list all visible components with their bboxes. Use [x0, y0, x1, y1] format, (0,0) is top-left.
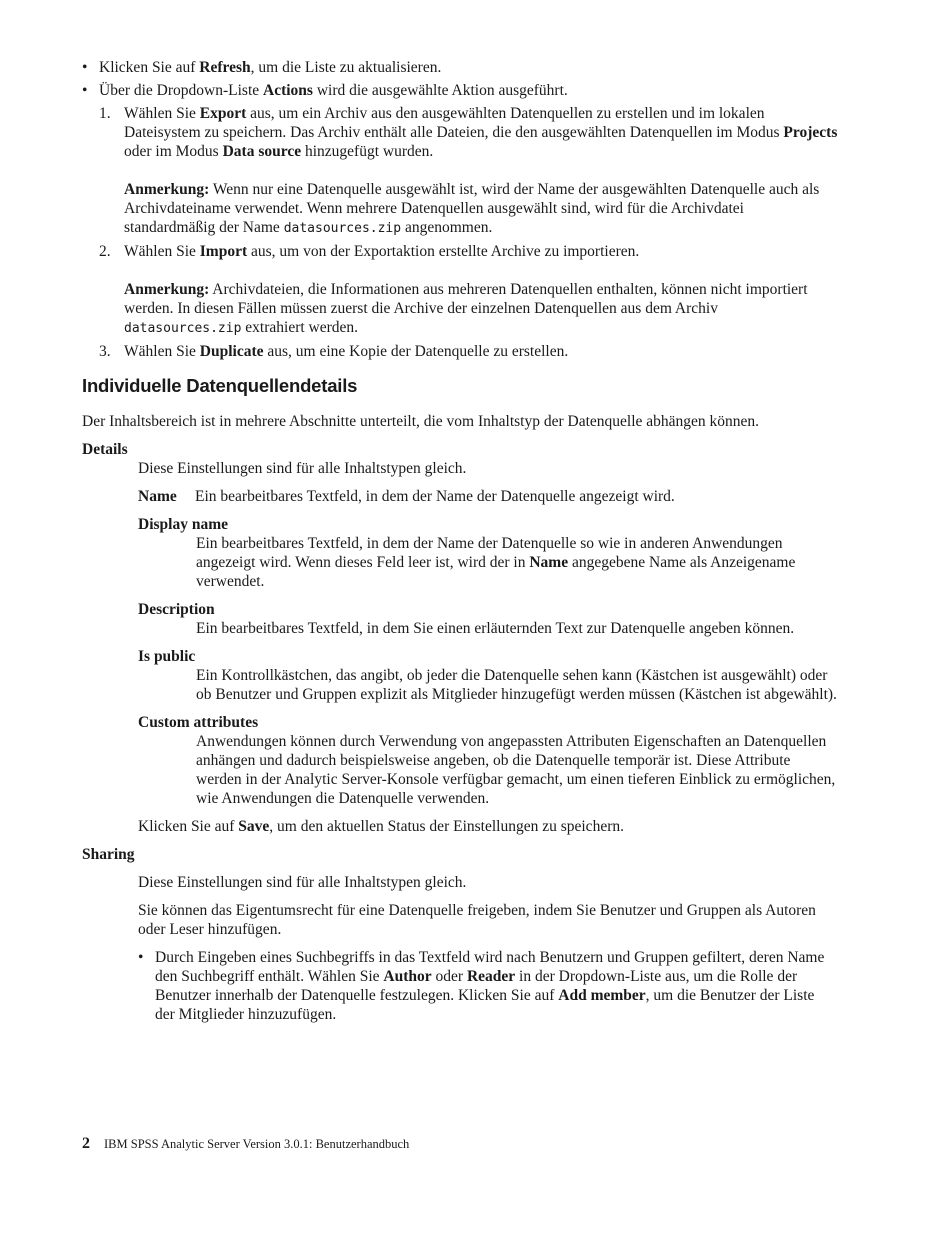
- section-heading: Individuelle Datenquellendetails: [82, 375, 358, 396]
- is-public-term: Is public: [138, 648, 196, 665]
- filename-code: datasources.zip: [124, 321, 242, 336]
- sharing-paragraph: Sie können das Eigentumsrecht für eine Datenquelle freigeben, indem Sie Benutzer und Gruppen als Autoren oder Leser hinzufügen.: [138, 902, 816, 938]
- list-item: • Durch Eingeben eines Suchbegriffs in das Textfeld wird nach Benutzern und Gruppen gefiltert, deren Name den Suchbegriff enthält. Wählen Sie Author oder Reader in der Dropdown-Liste aus, um die Rolle der Benutzer innerhalb der Datenquelle festzulegen. Klicken Sie auf Add member, um die Benutzer der Liste der Mitglieder hinzuzufügen.: [138, 948, 838, 1024]
- name-ref-term: Name: [529, 554, 569, 571]
- save-instruction: Klicken Sie auf Save, um den aktuellen Status der Einstellungen zu speichern.: [138, 818, 624, 835]
- filename-code: datasources.zip: [283, 221, 402, 236]
- step-text: Wählen Sie Import aus, um von der Exportaktion erstellte Archive zu importieren.: [124, 243, 640, 260]
- bullet-text: wird die ausgewählte Aktion ausgeführt.: [312, 82, 568, 99]
- actions-step-list: [82, 104, 838, 361]
- name-entry: [138, 487, 838, 506]
- name-definition: Ein bearbeitbares Textfeld, in dem der Name der Datenquelle angezeigt wird.: [195, 488, 675, 505]
- duplicate-term: Duplicate: [199, 343, 264, 360]
- note: Anmerkung: Archivdateien, die Informationen aus mehreren Datenquellen enthalten, können nicht importiert werden. In diesen Fällen müssen zuerst die Archive der einzelnen Datenquellen aus dem Archiv datasources.zip extrahiert werden.: [124, 281, 808, 336]
- note-label: Anmerkung:: [124, 181, 210, 198]
- note-label: Anmerkung:: [124, 281, 210, 298]
- description-term: Description: [138, 601, 215, 618]
- export-term: Export: [199, 105, 247, 122]
- display-name-definition: Ein bearbeitbares Textfeld, in dem der Name der Datenquelle so wie in anderen Anwendungen angezeigt wird. Wenn dieses Feld leer ist, wird der in Name angegebene Name als Anzeigename verwendet.: [196, 535, 796, 590]
- custom-attributes-term: Custom attributes: [138, 714, 259, 731]
- step-number: 1.: [99, 105, 111, 122]
- details-section: [82, 440, 838, 836]
- step-export: [82, 104, 838, 238]
- sharing-desc: Diese Einstellungen sind für alle Inhaltstypen gleich.: [138, 874, 467, 891]
- action-bullet-list: [82, 58, 838, 100]
- sharing-title: Sharing: [82, 846, 135, 863]
- details-title: Details: [82, 441, 128, 458]
- add-member-term: Add member: [558, 987, 646, 1004]
- bullet-text: , um die Liste zu aktualisieren.: [250, 59, 442, 76]
- step-text: Wählen Sie Export aus, um ein Archiv aus den ausgewählten Datenquellen zu erstellen und im lokalen Dateisystem zu speichern. Das Archiv enthält alle Dateien, die den ausgewählten Datenquellen im Modus Projects oder im Modus Data source hinzugefügt wurden.: [124, 105, 838, 160]
- custom-attributes-definition: Anwendungen können durch Verwendung von angepassten Attributen Eigenschaften an Datenquellen anhängen und dadurch beispielsweise angeben, ob die Datenquelle temporär ist. Diese Attribute werden in der Analytic Server-Konsole verfügbar gemacht, um einen tieferen Einblick zu ermöglichen, wie Anwendungen die Datenquelle verwenden.: [196, 733, 836, 807]
- step-import: [82, 242, 838, 338]
- actions-term: Actions: [263, 82, 313, 99]
- intro-paragraph: Der Inhaltsbereich ist in mehrere Abschnitte unterteilt, die vom Inhaltstyp der Datenquelle abhängen können.: [82, 413, 760, 430]
- reader-term: Reader: [466, 968, 516, 985]
- document-page: [82, 58, 838, 1028]
- author-term: Author: [383, 968, 432, 985]
- step-duplicate: [82, 342, 838, 361]
- data-source-term: Data source: [222, 143, 302, 160]
- bullet-text: Über die Dropdown-Liste: [99, 82, 263, 99]
- details-desc: Diese Einstellungen sind für alle Inhaltstypen gleich.: [138, 460, 467, 477]
- name-term: Name: [138, 488, 177, 505]
- sharing-section: [82, 845, 838, 1024]
- footer-text: IBM SPSS Analytic Server Version 3.0.1: Benutzerhandbuch: [104, 1137, 410, 1151]
- sharing-bullet-list: [138, 948, 838, 1024]
- import-term: Import: [199, 243, 248, 260]
- save-term: Save: [238, 818, 270, 835]
- projects-term: Projects: [783, 124, 838, 141]
- step-text: Wählen Sie Duplicate aus, um eine Kopie der Datenquelle zu erstellen.: [124, 343, 569, 360]
- description-definition: Ein bearbeitbares Textfeld, in dem Sie einen erläuternden Text zur Datenquelle angeben können.: [196, 620, 795, 637]
- step-number: 3.: [99, 343, 111, 360]
- page-footer: [82, 1136, 409, 1152]
- list-item: [82, 81, 838, 100]
- details-body: [138, 459, 838, 836]
- bullet-text: Klicken Sie auf: [99, 59, 200, 76]
- step-number: 2.: [99, 243, 111, 260]
- list-item: [82, 58, 838, 77]
- refresh-term: Refresh: [199, 59, 251, 76]
- display-name-term: Display name: [138, 516, 228, 533]
- is-public-definition: Ein Kontrollkästchen, das angibt, ob jeder die Datenquelle sehen kann (Kästchen ist ausgewählt) oder ob Benutzer und Gruppen explizit als Mitglieder hinzugefügt werden müssen (Kästchen ist abgewählt).: [196, 667, 837, 703]
- page-number: 2: [82, 1135, 90, 1152]
- note: Anmerkung: Wenn nur eine Datenquelle ausgewählt ist, wird der Name der ausgewählten Datenquelle auch als Archivdateiname verwendet. Wenn mehrere Datenquellen ausgewählt sind, wird für die Archivdatei standardmäßig der Name datasources.zip angenommen.: [124, 181, 820, 236]
- sharing-body: [138, 873, 838, 1024]
